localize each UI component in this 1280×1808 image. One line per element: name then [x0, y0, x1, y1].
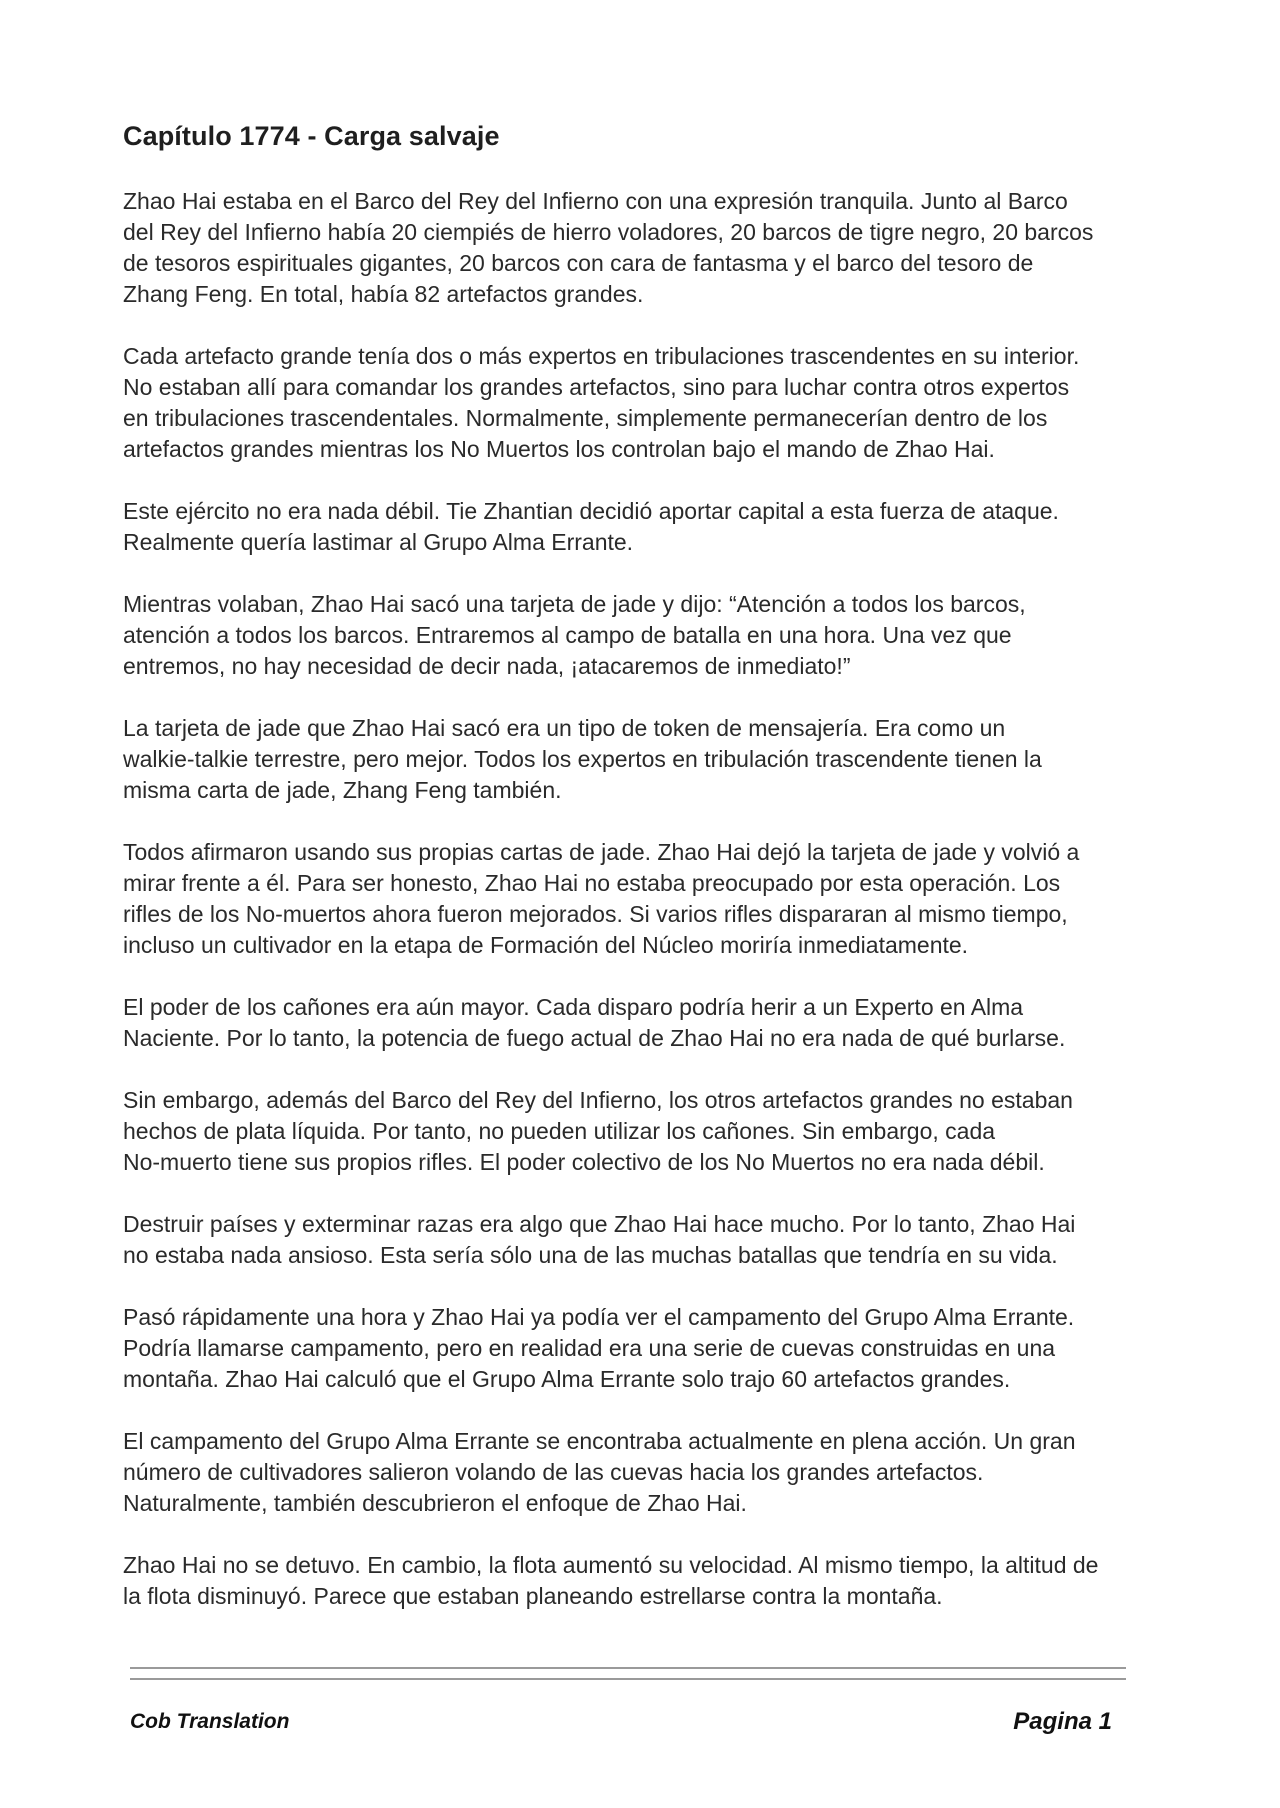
text-line: Zhao Hai estaba en el Barco del Rey del Infierno con una expresión tranquila. Junto al Barco	[123, 188, 1068, 214]
text-line: montaña. Zhao Hai calculó que el Grupo Alma Errante solo trajo 60 artefactos grandes.	[123, 1366, 1011, 1392]
text-line: hechos de plata líquida. Por tanto, no pueden utilizar los cañones. Sin embargo, cada	[123, 1118, 996, 1144]
text-line: la flota disminuyó. Parece que estaban planeando estrellarse contra la montaña.	[123, 1583, 943, 1609]
footer-credit: Cob Translation	[130, 1710, 290, 1733]
text-line: número de cultivadores salieron volando de las cuevas hacia los grandes artefactos.	[123, 1459, 984, 1485]
text-line: Este ejército no era nada débil. Tie Zhantian decidió aportar capital a esta fuerza de ataque.	[123, 498, 1059, 524]
paragraph-11	[123, 1426, 1143, 1519]
text-line: atención a todos los barcos. Entraremos al campo de batalla en una hora. Una vez que	[123, 622, 1012, 648]
text-line: Destruir países y exterminar razas era algo que Zhao Hai hace mucho. Por lo tanto, Zhao Hai	[123, 1211, 1076, 1237]
text-line: Pasó rápidamente una hora y Zhao Hai ya podía ver el campamento del Grupo Alma Errante.	[123, 1304, 1075, 1330]
text-line: Podría llamarse campamento, pero en realidad era una serie de cuevas construidas en una	[123, 1335, 1056, 1361]
text-line: Naciente. Por lo tanto, la potencia de fuego actual de Zhao Hai no era nada de qué burlarse.	[123, 1025, 1066, 1051]
page-number: Pagina 1	[1013, 1708, 1112, 1735]
text-line: El poder de los cañones era aún mayor. Cada disparo podría herir a un Experto en Alma	[123, 994, 1024, 1020]
paragraph-9	[123, 1209, 1143, 1271]
text-line: Sin embargo, además del Barco del Rey del Infierno, los otros artefactos grandes no estaban	[123, 1087, 1073, 1113]
text-line: No-muerto tiene sus propios rifles. El poder colectivo de los No Muertos no era nada débil.	[123, 1149, 1045, 1175]
paragraph-2	[123, 341, 1143, 465]
text-line: Cada artefacto grande tenía dos o más expertos en tribulaciones trascendentes en su interior.	[123, 343, 1080, 369]
footer-divider-bottom	[130, 1678, 1126, 1680]
text-line: misma carta de jade, Zhang Feng también.	[123, 777, 562, 803]
chapter-title: Capítulo 1774 - Carga salvaje	[123, 121, 500, 151]
text-line: Naturalmente, también descubrieron el enfoque de Zhao Hai.	[123, 1490, 747, 1516]
paragraph-5	[123, 713, 1143, 806]
paragraph-3	[123, 496, 1143, 558]
paragraph-10	[123, 1302, 1143, 1395]
paragraph-4	[123, 589, 1143, 682]
paragraph-8	[123, 1085, 1143, 1178]
text-line: entremos, no hay necesidad de decir nada, ¡atacaremos de inmediato!”	[123, 653, 851, 679]
paragraph-12	[123, 1550, 1143, 1612]
text-line: La tarjeta de jade que Zhao Hai sacó era un tipo de token de mensajería. Era como un	[123, 715, 1006, 741]
text-line: walkie-talkie terrestre, pero mejor. Todos los expertos en tribulación trascendente tienen la	[123, 746, 1042, 772]
text-line: Mientras volaban, Zhao Hai sacó una tarjeta de jade y dijo: “Atención a todos los barcos,	[123, 591, 1026, 617]
text-line: Realmente quería lastimar al Grupo Alma Errante.	[123, 529, 634, 555]
text-line: del Rey del Infierno había 20 ciempiés de hierro voladores, 20 barcos de tigre negro, 20 barcos	[123, 219, 1094, 245]
text-line: en tribulaciones trascendentales. Normalmente, simplemente permanecerían dentro de los	[123, 405, 1048, 431]
text-line: de tesoros espirituales gigantes, 20 barcos con cara de fantasma y el barco del tesoro de	[123, 250, 1034, 276]
paragraph-6	[123, 837, 1143, 961]
text-line: El campamento del Grupo Alma Errante se encontraba actualmente en plena acción. Un gran	[123, 1428, 1076, 1454]
text-line: no estaba nada ansioso. Esta sería sólo una de las muchas batallas que tendría en su vida.	[123, 1242, 1058, 1268]
paragraph-7	[123, 992, 1143, 1054]
footer-divider-top	[130, 1667, 1126, 1669]
text-line: Zhao Hai no se detuvo. En cambio, la flota aumentó su velocidad. Al mismo tiempo, la altitud de	[123, 1552, 1099, 1578]
chapter-body	[123, 186, 1143, 1643]
text-line: artefactos grandes mientras los No Muertos los controlan bajo el mando de Zhao Hai.	[123, 436, 995, 462]
paragraph-1	[123, 186, 1143, 310]
text-line: No estaban allí para comandar los grandes artefactos, sino para luchar contra otros expertos	[123, 374, 1070, 400]
text-line: rifles de los No-muertos ahora fueron mejorados. Si varios rifles dispararan al mismo tiempo,	[123, 901, 1068, 927]
text-line: Zhang Feng. En total, había 82 artefactos grandes.	[123, 281, 644, 307]
text-line: incluso un cultivador en la etapa de Formación del Núcleo moriría inmediatamente.	[123, 932, 969, 958]
text-line: Todos afirmaron usando sus propias cartas de jade. Zhao Hai dejó la tarjeta de jade y volvió a	[123, 839, 1080, 865]
text-line: mirar frente a él. Para ser honesto, Zhao Hai no estaba preocupado por esta operación. Los	[123, 870, 1061, 896]
